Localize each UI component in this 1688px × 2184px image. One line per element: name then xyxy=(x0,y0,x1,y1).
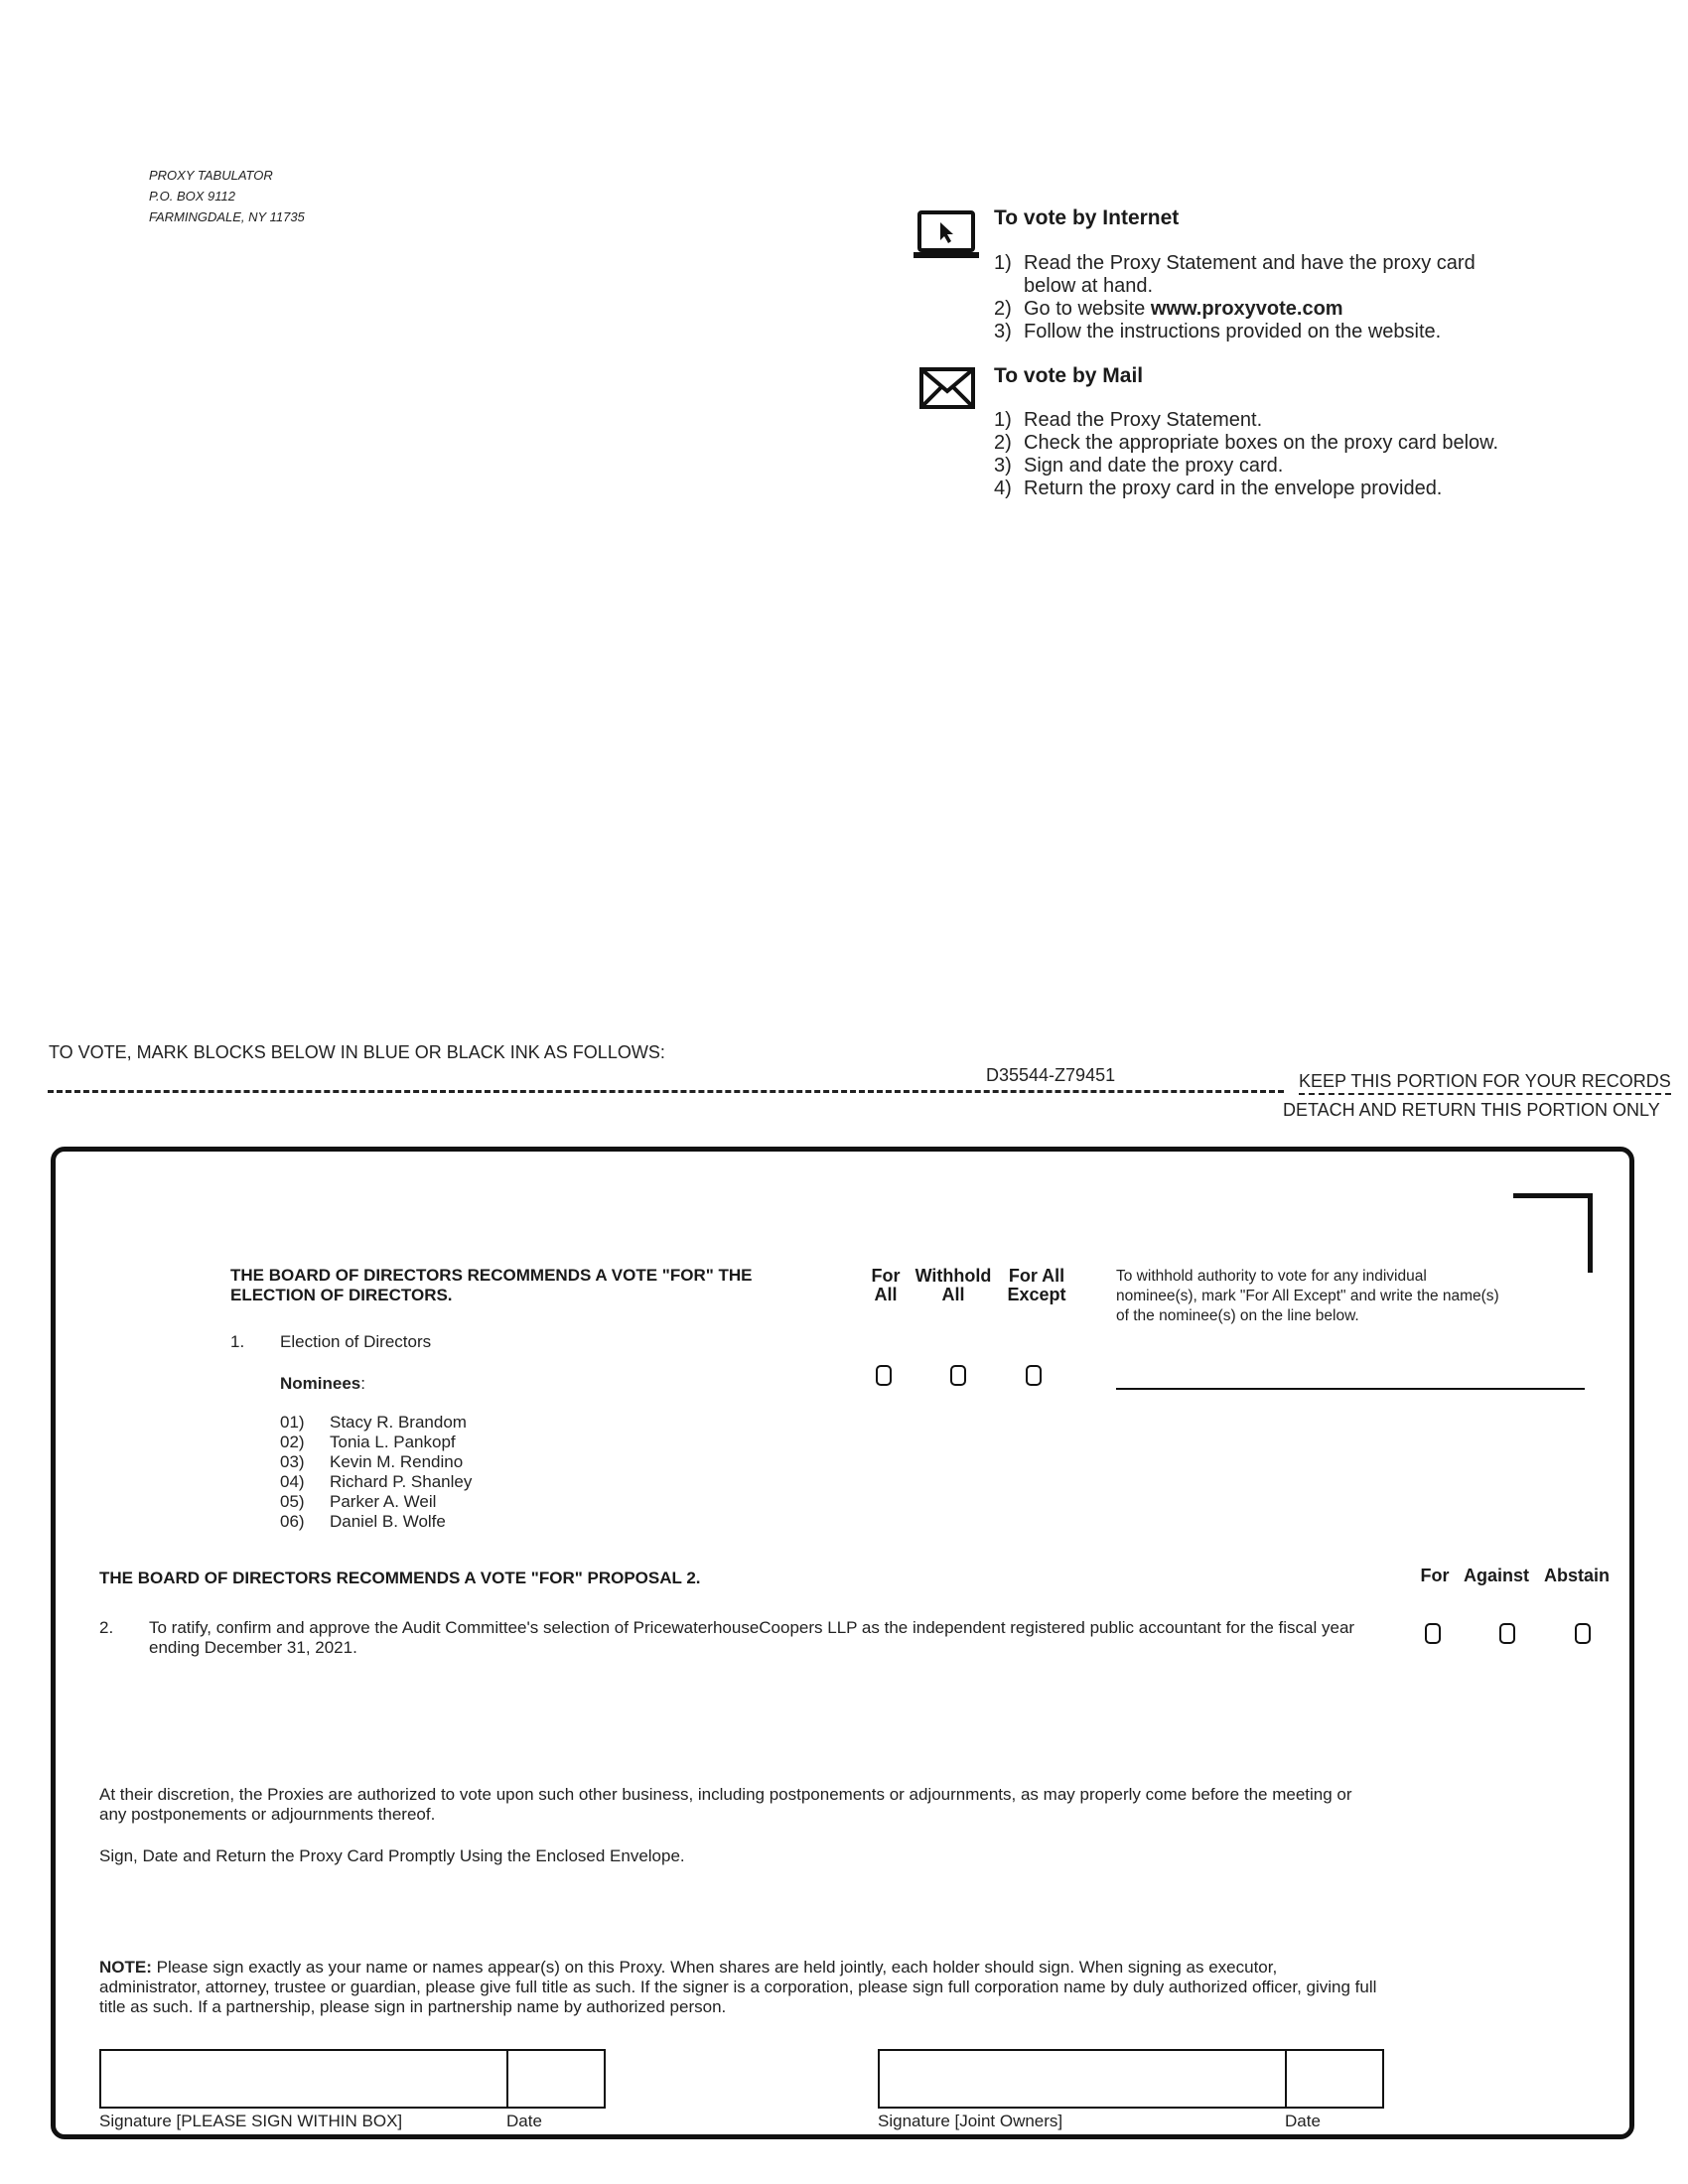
date-label: Date xyxy=(506,2112,542,2130)
address-line: FARMINGDALE, NY 11735 xyxy=(149,209,305,224)
nominee-item: 06) Daniel B. Wolfe xyxy=(280,1512,446,1531)
internet-step: 2) Go to website www.proxyvote.com xyxy=(994,298,1343,320)
for-all-except-checkbox[interactable] xyxy=(1026,1365,1042,1386)
sign-prompt: Sign, Date and Return the Proxy Card Promptly Using the Enclosed Envelope. xyxy=(99,1846,685,1865)
joint-date-box[interactable] xyxy=(1285,2049,1384,2109)
internet-vote-title: To vote by Internet xyxy=(994,206,1180,229)
proposal2-heading: THE BOARD OF DIRECTORS RECOMMENDS A VOTE "FOR" PROPOSAL 2. xyxy=(99,1569,701,1587)
column-for-all: For All xyxy=(871,1266,901,1304)
proposal2-for-checkbox[interactable] xyxy=(1425,1623,1441,1644)
ink-instructions: TO VOTE, MARK BLOCKS BELOW IN BLUE OR BLACK INK AS FOLLOWS: xyxy=(49,1042,665,1062)
mail-step: 3) Sign and date the proxy card. xyxy=(994,455,1284,477)
nominee-item: 03) Kevin M. Rendino xyxy=(280,1452,464,1471)
proposal1-title: Election of Directors xyxy=(280,1332,432,1351)
proposal2-against-checkbox[interactable] xyxy=(1499,1623,1515,1644)
mail-steps xyxy=(994,409,1530,500)
withhold-note: To withhold authority to vote for any individual nominee(s), mark "For All Except" and write the name(s) of the nominee(s) on the line below. xyxy=(1116,1268,1499,1324)
laptop-cursor-icon xyxy=(914,210,979,260)
joint-signature-box[interactable] xyxy=(878,2049,1287,2109)
signature-box[interactable] xyxy=(99,2049,508,2109)
address-line: P.O. BOX 9112 xyxy=(149,189,235,204)
signature-label: Signature [PLEASE SIGN WITHIN BOX] xyxy=(99,2112,403,2130)
for-all-checkbox[interactable] xyxy=(876,1365,892,1386)
discretion-text: At their discretion, the Proxies are authorized to vote upon such other business, including postponements or adjournments, as may properly come before the meeting or any postponements or adjournments thereof. xyxy=(99,1785,1352,1824)
column-for-all-except: For All Except xyxy=(1007,1266,1066,1304)
proposal2-abstain-checkbox[interactable] xyxy=(1575,1623,1591,1644)
column-for: For xyxy=(1420,1566,1450,1585)
keep-portion-text: KEEP THIS PORTION FOR YOUR RECORDS xyxy=(1299,1071,1671,1095)
internet-steps xyxy=(994,252,1530,343)
address-line: PROXY TABULATOR xyxy=(149,168,273,183)
registration-mark xyxy=(1513,1193,1593,1273)
joint-signature-label: Signature [Joint Owners] xyxy=(878,2112,1063,2130)
nominee-list xyxy=(280,1413,472,1532)
mail-step: 2) Check the appropriate boxes on the proxy card below. xyxy=(994,432,1499,454)
proposal1-heading: THE BOARD OF DIRECTORS RECOMMENDS A VOTE "FOR" THE ELECTION OF DIRECTORS. xyxy=(230,1266,753,1304)
joint-date-label: Date xyxy=(1285,2112,1321,2130)
nominee-item: 05) Parker A. Weil xyxy=(280,1492,437,1511)
website-link[interactable]: www.proxyvote.com xyxy=(1150,298,1343,320)
mail-step: 1) Read the Proxy Statement. xyxy=(994,409,1263,431)
internet-step: 3) Follow the instructions provided on the website. xyxy=(994,321,1442,342)
proposal2-number: 2. xyxy=(99,1618,114,1637)
nominees-label: Nominees: xyxy=(280,1374,365,1393)
nominee-item: 02) Tonia L. Pankopf xyxy=(280,1433,456,1451)
mail-vote-title: To vote by Mail xyxy=(994,364,1144,387)
withhold-all-checkbox[interactable] xyxy=(950,1365,966,1386)
column-against: Against xyxy=(1463,1566,1529,1585)
return-address xyxy=(149,165,305,227)
column-withhold-all: Withhold All xyxy=(914,1266,992,1304)
detach-line xyxy=(48,1090,1284,1093)
date-box[interactable] xyxy=(506,2049,606,2109)
signing-note: NOTE: Please sign exactly as your name or names appear(s) on this Proxy. When shares are held jointly, each holder should sign. When signing as executor, administrator, attorney, trustee or guardian, please give full title as such. If the signer is a corporation, please sign full corporation name by duly authorized officer, giving full title as such. If a partnership, please sign in partnership name by authorized person. xyxy=(99,1958,1377,2016)
proposal2-text: To ratify, confirm and approve the Audit Committee's selection of PricewaterhouseCoopers LLP as the independent registered public accountant for the fiscal year ending December 31, 2021. xyxy=(149,1618,1355,1657)
nominee-item: 04) Richard P. Shanley xyxy=(280,1472,473,1491)
except-nominee-line[interactable] xyxy=(1116,1388,1585,1390)
mail-step: 4) Return the proxy card in the envelope provided. xyxy=(994,478,1443,499)
detach-portion-text: DETACH AND RETURN THIS PORTION ONLY xyxy=(1283,1100,1660,1120)
envelope-icon xyxy=(919,367,975,409)
nominee-item: 01) Stacy R. Brandom xyxy=(280,1413,467,1432)
internet-step: 1) Read the Proxy Statement and have the proxy card below at hand. xyxy=(994,252,1476,297)
proposal1-number: 1. xyxy=(230,1332,245,1351)
control-number: D35544-Z79451 xyxy=(986,1065,1116,1085)
column-abstain: Abstain xyxy=(1543,1566,1610,1585)
